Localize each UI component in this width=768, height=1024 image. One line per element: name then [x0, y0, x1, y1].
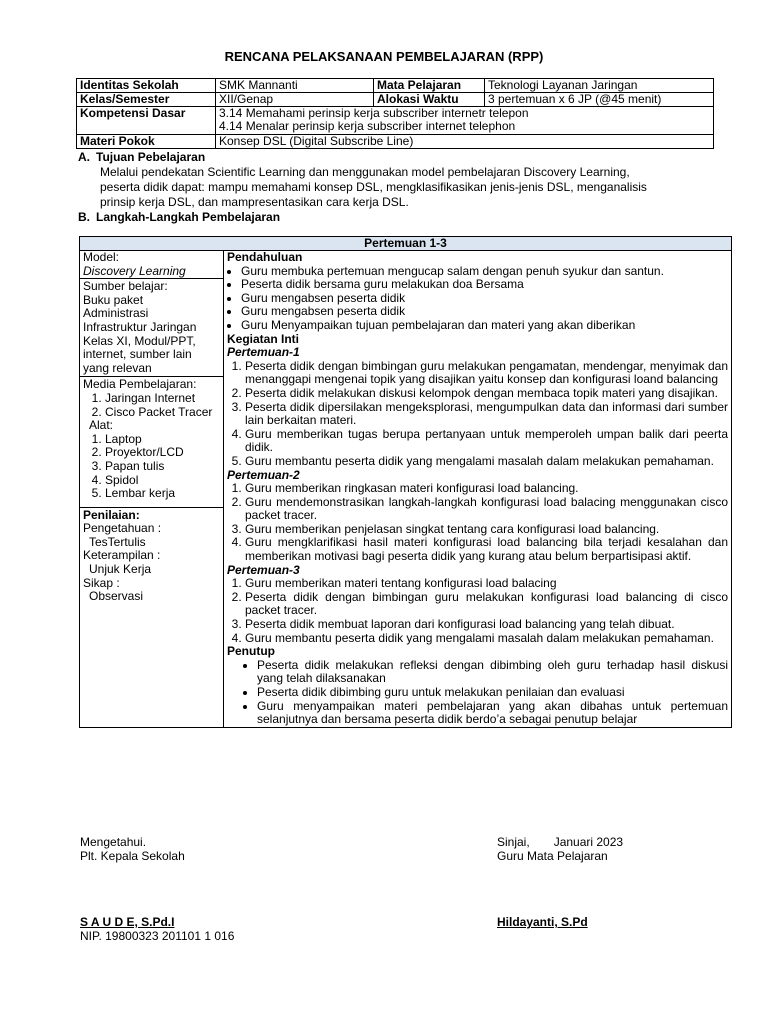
- alat-item: 2. Proyektor/LCD: [105, 446, 220, 460]
- value-materi: Konsep DSL (Digital Subscribe Line): [216, 135, 714, 149]
- media-item: 2. Cisco Packet Tracer: [105, 406, 220, 420]
- label-class: Kelas/Semester: [77, 93, 216, 107]
- pendahuluan-item: • Guru mengabsen peserta didik: [241, 305, 728, 319]
- alat-item: 3. Papan tulis: [105, 460, 220, 474]
- signature-right: [497, 835, 623, 863]
- penilaian-line: Sikap :: [83, 575, 120, 590]
- media-label: Media Pembelajaran:: [83, 377, 197, 392]
- sumber-label: Sumber belajar:: [83, 279, 168, 294]
- value-subject: Teknologi Layanan Jaringan: [485, 79, 714, 93]
- model-value: Discovery Learning: [83, 263, 186, 278]
- signature-place: Sinjai,: [497, 835, 530, 849]
- pertemuan-3-item: 4. Guru membantu peserta didik yang mengalami masalah dalam melakukan pemahaman.: [245, 632, 728, 646]
- pendahuluan-item: • Guru membuka pertemuan mengucap salam dengan penuh syukur dan santun.: [241, 265, 728, 279]
- pendahuluan-item: • Peserta didik bersama guru melakukan doa Bersama: [241, 278, 728, 292]
- sumber-line: Kelas XI, Modul/PPT,: [83, 333, 196, 348]
- inti-label: Kegiatan Inti: [227, 331, 300, 346]
- signature-right-line2: Guru Mata Pelajaran: [497, 849, 608, 863]
- identity-table: [76, 78, 714, 149]
- sumber-line: internet, sumber lain: [83, 347, 192, 362]
- pertemuan-2-item: 1. Guru memberikan ringkasan materi konfigurasi load balancing.: [245, 482, 728, 496]
- sumber-block: [80, 279, 223, 377]
- pertemuan-3-item: 3. Peserta didik membuat laporan dari konfigurasi load balancing yang telah dibuat.: [245, 618, 728, 632]
- pertemuan-2-item: 4. Guru mengklarifikasi hasil materi konfigurasi load balancing bila terjadi kesalahan dan memberikan motivasi bagi peserta didik yang kurang atau belum berpartisipasi aktif.: [245, 536, 728, 563]
- model-block: [80, 251, 223, 279]
- pertemuan-3-item: 1. Guru memberikan materi tentang konfigurasi load balacing: [245, 577, 728, 591]
- penilaian-block: [80, 508, 223, 605]
- value-class: XII/Genap: [216, 93, 374, 107]
- media-item: 1. Jaringan Internet: [105, 392, 220, 406]
- paragraph-line: prinsip kerja DSL, dan mampresentasikan cara kerja DSL.: [100, 195, 409, 209]
- sumber-line: Infrastruktur Jaringan: [83, 319, 197, 334]
- signature-date: Januari 2023: [553, 835, 624, 849]
- sumber-line: Buku paket: [83, 292, 144, 307]
- penutup-item: • Peserta didik dibimbing guru untuk melakukan penilaian dan evaluasi: [257, 686, 728, 700]
- pendahuluan-item: • Guru mengabsen peserta didik: [241, 292, 728, 306]
- page-title: RENCANA PELAKSANAAN PEMBELAJARAN (RPP): [224, 49, 544, 64]
- label-school: Identitas Sekolah: [77, 79, 216, 93]
- penutup-item: • Peserta didik melakukan refleksi dengan dibimbing oleh guru terhadap hasil diskusi yang telah dilaksanakan: [257, 659, 728, 686]
- alat-item: 5. Lembar kerja: [105, 487, 220, 501]
- label-materi: Materi Pokok: [77, 135, 216, 149]
- section-b-heading: [78, 211, 280, 225]
- penilaian-line: Observasi: [89, 589, 144, 604]
- alat-item: 4. Spidol: [105, 474, 220, 488]
- steps-table: [79, 236, 732, 728]
- section-a-title: Tujuan Pebelajaran: [96, 150, 206, 164]
- pendahuluan-item: • Guru Menyampaikan tujuan pembelajaran dan materi yang akan diberikan: [241, 319, 728, 333]
- pertemuan-2-item: 2. Guru mendemonstrasikan langkah-langkah konfigurasi load balacing menggunakan cisco packet tracer.: [245, 496, 728, 523]
- kd-line: 3.14 Memahami perinsip kerja subscriber internetr telepon: [219, 106, 529, 120]
- penutup-item: • Guru menyampaikan materi pembelajaran yang akan dibahas untuk pertemuan selanjutnya dan bersama peserta didik berdo’a sebagai penutup belajar: [257, 700, 728, 727]
- sumber-line: yang relevan: [83, 360, 152, 375]
- signature-right-name-block: [497, 915, 588, 929]
- pertemuan-1-item: 3. Peserta didik dipersilakan mengeksplorasi, mengumpulkan data dan informasi dari sumber lain berkaitan materi.: [245, 401, 728, 428]
- signature-right-date: [497, 835, 623, 849]
- pertemuan-1-label: Pertemuan-1: [227, 345, 300, 360]
- pertemuan-2-label: Pertemuan-2: [227, 467, 300, 482]
- signature-left: [80, 835, 185, 863]
- sumber-line: Administrasi: [83, 306, 149, 321]
- section-a-num: A.: [78, 150, 90, 164]
- pertemuan-2-item: 3. Guru memberikan penjelasan singkat tentang cara konfigurasi load balancing.: [245, 523, 728, 537]
- alat-label: Alat:: [89, 418, 114, 433]
- penilaian-line: Unjuk Kerja: [89, 562, 152, 577]
- pertemuan-1-item: 1. Peserta didik dengan bimbingan guru melakukan pengamatan, mendengar, menyimak dan menanggapi mengenai topik yang disajikan yaitu konsep dan konfigurasi loand balancing: [245, 360, 728, 387]
- value-time: 3 pertemuan x 6 JP (@45 menit): [485, 93, 714, 107]
- alat-item: 1. Laptop: [105, 433, 220, 447]
- headmaster-name: S A U D E, S.Pd.I: [80, 915, 175, 929]
- pertemuan-3-label: Pertemuan-3: [227, 562, 300, 577]
- penilaian-line: Keterampilan :: [83, 548, 161, 563]
- label-time: Alokasi Waktu: [374, 93, 485, 107]
- section-b-num: B.: [78, 210, 90, 224]
- value-kd: [216, 107, 714, 135]
- signature-left-name-block: [80, 915, 234, 943]
- signature-left-line1: Mengetahui.: [80, 835, 147, 849]
- penilaian-label: Penilaian:: [83, 507, 140, 522]
- penilaian-line: TesTertulis: [89, 534, 146, 549]
- kd-line: 4.14 Menalar perinsip kerja subscriber internet telephon: [219, 119, 516, 133]
- label-kd: Kompetensi Dasar: [77, 107, 216, 135]
- section-a-paragraph: [100, 165, 710, 210]
- paragraph-line: peserta didik dapat: mampu memahami konsep DSL, mengklasifikasikan jenis-jenis DSL, menganalisis: [100, 180, 647, 194]
- pendahuluan-label: Pendahuluan: [227, 250, 303, 264]
- teacher-name: Hildayanti, S.Pd: [497, 915, 588, 929]
- headmaster-nip: NIP. 19800323 201101 1 016: [80, 929, 235, 943]
- model-label: Model:: [83, 250, 120, 264]
- media-block: [80, 377, 223, 507]
- signature-left-line2: Plt. Kepala Sekolah: [80, 849, 185, 863]
- steps-header: Pertemuan 1-3: [80, 237, 732, 251]
- section-b-title: Langkah-Langkah Pembelajaran: [96, 210, 281, 224]
- penutup-label: Penutup: [227, 644, 275, 659]
- pertemuan-1-item: 2. Peserta didik melakukan diskusi kelompok dengan membaca topik materi yang disajikan.: [245, 387, 728, 401]
- label-subject: Mata Pelajaran: [374, 79, 485, 93]
- right-column: [224, 251, 732, 728]
- section-a-heading: [78, 151, 205, 165]
- left-column: [80, 251, 224, 728]
- paragraph-line: Melalui pendekatan Scientific Learning dan menggunakan model pembelajaran Discovery Learning,: [100, 165, 630, 179]
- pertemuan-1-item: 5. Guru membantu peserta didik yang mengalami masalah dalam melakukan pemahaman.: [245, 455, 728, 469]
- pertemuan-3-item: 2. Peserta didik dengan bimbingan guru melakukan konfigurasi load balancing di cisco packet tracer.: [245, 591, 728, 618]
- pertemuan-1-item: 4. Guru memberikan tugas berupa pertanyaan untuk memperoleh umpan balik dari peerta didik.: [245, 428, 728, 455]
- penilaian-line: Pengetahuan :: [83, 521, 162, 536]
- value-school: SMK Mannanti: [216, 79, 374, 93]
